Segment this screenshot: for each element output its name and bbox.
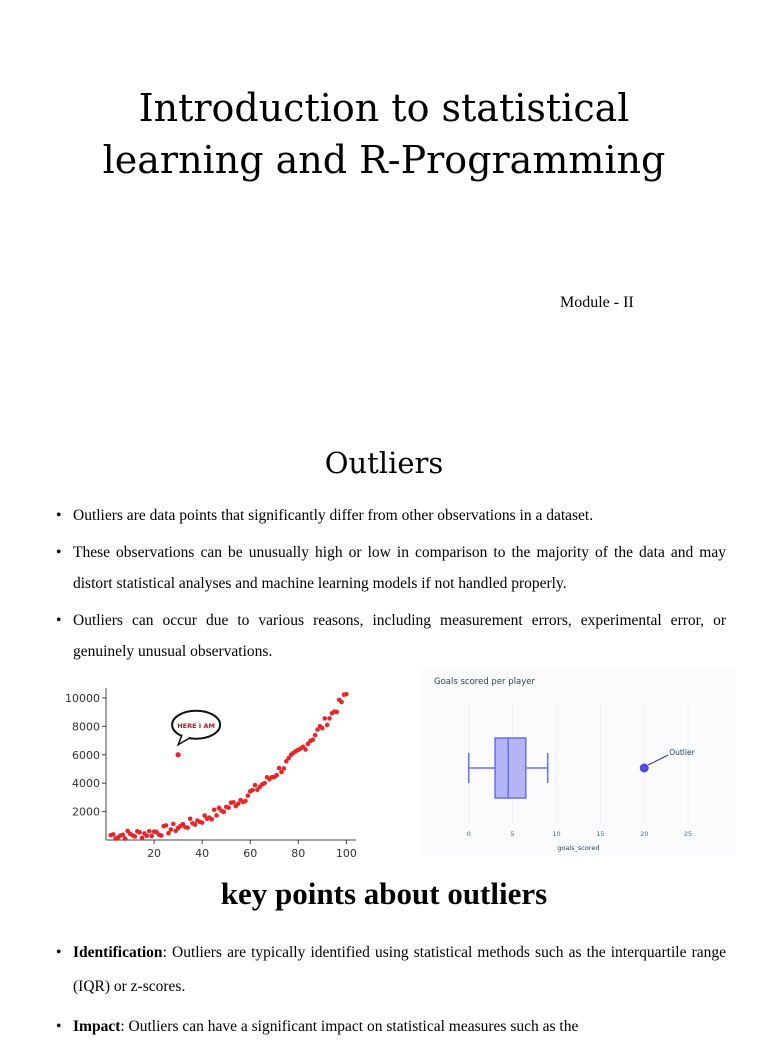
data-point <box>147 829 152 834</box>
data-point <box>212 807 217 812</box>
data-point <box>322 716 327 721</box>
chart-title: Goals scored per player <box>434 677 535 687</box>
outliers-bullet-list <box>56 500 726 673</box>
x-axis-label: goals_scored <box>557 844 600 852</box>
x-tick-label: 20 <box>640 830 649 838</box>
data-point <box>200 820 205 825</box>
y-tick-label: 6000 <box>72 748 100 762</box>
data-point <box>320 726 325 731</box>
data-point <box>169 827 174 832</box>
data-point <box>339 700 344 705</box>
data-point <box>133 834 138 839</box>
x-tick-label: 5 <box>510 830 515 838</box>
data-point <box>310 737 315 742</box>
y-tick-label: 8000 <box>72 720 100 734</box>
data-point <box>149 834 154 839</box>
bullet-text: : Outliers can have a significant impact on statistical measures such as the <box>120 1018 579 1035</box>
bullet-item: • Outliers can occur due to various reasons, including measurement errors, experimental error, or genuinely unusual observations. <box>56 605 726 667</box>
data-point <box>226 805 231 810</box>
bullet-item: • These observations can be unusually high or low in comparison to the majority of the data and may distort statistical analyses and machine learning models if not handled properly. <box>56 537 726 599</box>
data-point <box>246 793 251 798</box>
outlier-label: Outlier <box>669 748 695 757</box>
data-point <box>145 833 150 838</box>
x-tick-label: 100 <box>335 847 357 860</box>
bullet-term: Identification <box>73 944 163 961</box>
data-point <box>193 822 198 827</box>
x-tick-label: 0 <box>466 830 471 838</box>
data-point <box>171 822 176 827</box>
x-tick-label: 60 <box>243 847 258 860</box>
data-point <box>188 816 193 821</box>
data-point <box>159 833 164 838</box>
slide-subtitle: Module - II <box>560 294 634 311</box>
x-tick-label: 25 <box>683 830 693 838</box>
data-point <box>344 692 349 697</box>
box-plot-chart <box>420 668 736 856</box>
outlier-point <box>176 752 181 757</box>
data-point <box>185 825 190 830</box>
slide-title: Introduction to statistical learning and R-Programming <box>102 86 666 182</box>
data-point <box>214 813 219 818</box>
data-point <box>277 766 282 771</box>
data-point <box>282 766 287 771</box>
scatter-chart-svg <box>56 680 376 860</box>
scatter-chart <box>56 680 376 860</box>
bullet-term: Impact <box>73 1018 121 1035</box>
data-point <box>243 799 248 804</box>
box-iqr <box>495 738 526 798</box>
data-point <box>164 823 169 828</box>
y-tick-label: 4000 <box>72 777 100 791</box>
outlier-marker <box>640 764 649 773</box>
data-point <box>250 788 255 793</box>
x-tick-label: 10 <box>552 830 561 838</box>
bullet-item: • Outliers are data points that significantly differ from other observations in a dataset. <box>56 500 726 531</box>
data-point <box>274 773 279 778</box>
key-points-bullet-list <box>56 936 726 1050</box>
data-point <box>325 723 330 728</box>
section-title-outliers: Outliers <box>324 446 444 480</box>
data-point <box>313 733 318 738</box>
outlier-arrow <box>648 755 668 765</box>
bullet-item <box>56 1010 726 1044</box>
data-point <box>327 716 332 721</box>
data-point <box>209 817 214 822</box>
data-point <box>334 710 339 715</box>
data-point <box>303 747 308 752</box>
data-point <box>123 836 128 841</box>
bullet-item <box>56 936 726 1004</box>
data-point <box>253 783 258 788</box>
data-point <box>111 832 116 837</box>
y-tick-label: 10000 <box>65 691 100 705</box>
data-point <box>140 836 145 841</box>
data-point <box>221 810 226 815</box>
x-tick-label: 80 <box>291 847 306 860</box>
x-tick-label: 40 <box>195 847 210 860</box>
data-point <box>262 781 267 786</box>
bullet-text: : Outliers are typically identified using statistical methods such as the interquartile range (IQR) or z-scores. <box>73 944 726 995</box>
x-tick-label: 15 <box>596 830 605 838</box>
y-tick-label: 2000 <box>72 805 100 819</box>
box-plot-svg <box>420 668 736 856</box>
x-tick-label: 20 <box>147 847 162 860</box>
data-point <box>137 830 142 835</box>
annotation-label: HERE I AM <box>177 721 216 730</box>
section-title-key-points: key points about outliers <box>220 876 548 911</box>
